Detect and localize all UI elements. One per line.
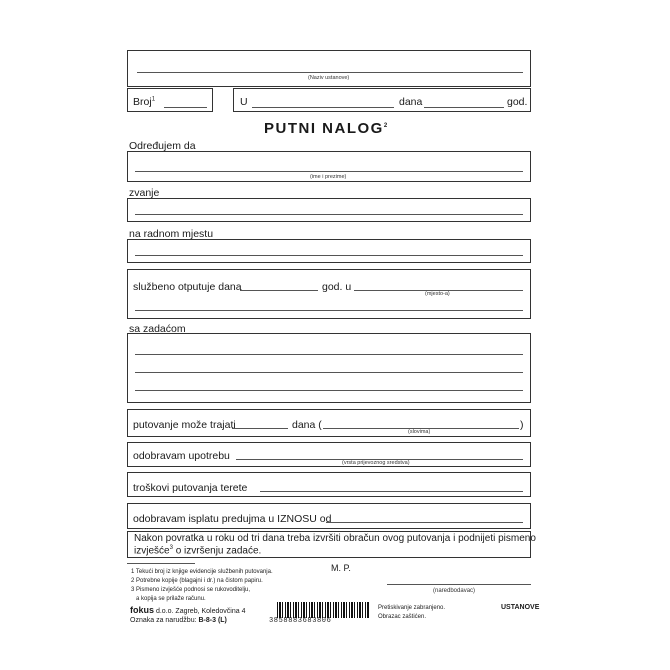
page-title: PUTNI NALOG$^2$ (264, 120, 389, 137)
legal-line-1: Pretiskivanje zabranjeno. (378, 605, 446, 611)
slovima-caption: (slovima) (408, 429, 431, 435)
radno-mjesto-label: na radnom mjestu (129, 228, 214, 240)
zvanje-label: zvanje (129, 187, 160, 199)
institution-name-line (137, 72, 523, 73)
footnote-2: 2 Potrebne kopije (blagajni i dr.) na čistom papiru. (131, 578, 263, 584)
costs-field[interactable] (260, 491, 523, 492)
zadacom-label: sa zadaćom (129, 323, 186, 335)
order-code: B-8-3 (L) (198, 617, 227, 624)
date-field[interactable] (424, 107, 504, 108)
legal-line-2: Obrazac zaštićen. (378, 614, 427, 620)
trajati-label: putovanje može trajati (133, 419, 236, 431)
footnote-divider (127, 563, 195, 564)
ime-caption: (ime i prezime) (310, 174, 347, 180)
order-label: Oznaka za narudžbu: (130, 617, 197, 624)
upotrebu-label: odobravam upotrebu (133, 450, 230, 462)
return-note-line2: izvješće$^3$ o izvršenju zadaće. (134, 545, 262, 557)
dana-paren-label: dana ( (292, 419, 322, 431)
departure-box (127, 269, 531, 319)
task-line-2[interactable] (135, 372, 523, 373)
footnote-3: 3 Pismeno izvješće podnosi se rukovoditelju, (131, 587, 251, 593)
publisher-address: d.o.o. Zagreb, Koledovčina 4 (154, 608, 246, 615)
barcode (277, 602, 369, 618)
zvanje-box (127, 198, 531, 222)
mjesto-caption: (mjesto-a) (425, 291, 450, 297)
troskovi-label: troškovi putovanja terete (133, 482, 248, 494)
odredujem-label: Određujem da (129, 140, 196, 152)
advance-field[interactable] (326, 522, 523, 523)
broj-label: Broj$^1$ (133, 96, 156, 108)
dana-label: dana (399, 96, 423, 108)
god-label: god. (507, 96, 528, 108)
departure-extra-line[interactable] (135, 310, 523, 311)
task-line-1[interactable] (135, 354, 523, 355)
signature-line[interactable] (387, 584, 531, 585)
prijevozno-caption: (vrsta prijevoznog sredstva) (342, 460, 410, 466)
institution-caption: (Naziv ustanove) (308, 75, 350, 81)
zvanje-field[interactable] (135, 214, 523, 215)
predujam-label: odobravam isplatu predujma u IZNOSU od (133, 513, 332, 525)
return-note-line1: Nakon povratka u roku od tri dana treba izvršiti obračun ovog putovanja i podnijeti pismeno (134, 533, 536, 544)
publisher-brand: fokus (130, 605, 155, 615)
footnote-4: a kopija se prilaže računu. (131, 596, 206, 602)
departure-date-field[interactable] (240, 290, 318, 291)
name-field[interactable] (135, 171, 523, 172)
otputuje-label: službeno otputuje dana (133, 281, 242, 293)
mp-label: M. P. (331, 563, 351, 573)
u-label: U (240, 96, 248, 108)
institution-box (127, 50, 531, 87)
place-date-box (233, 88, 531, 112)
place-field[interactable] (252, 107, 394, 108)
radno-mjesto-field[interactable] (135, 255, 523, 256)
ustanove-label: USTANOVE (501, 604, 540, 611)
naredbodavac-caption: (naredbodavac) (433, 588, 476, 594)
publisher-line (130, 605, 245, 615)
god-u-label: god. u (322, 281, 352, 293)
order-line (130, 617, 227, 624)
footnote-1: 1 Tekući broj iz knjige evidencije službenih putovanja. (131, 569, 273, 575)
barcode-number: 3858883683806 (269, 617, 332, 625)
task-line-3[interactable] (135, 390, 523, 391)
radno-mjesto-box (127, 239, 531, 263)
task-box (127, 333, 531, 403)
close-paren: ) (520, 419, 524, 431)
duration-days-field[interactable] (232, 428, 288, 429)
broj-field[interactable] (164, 107, 207, 108)
